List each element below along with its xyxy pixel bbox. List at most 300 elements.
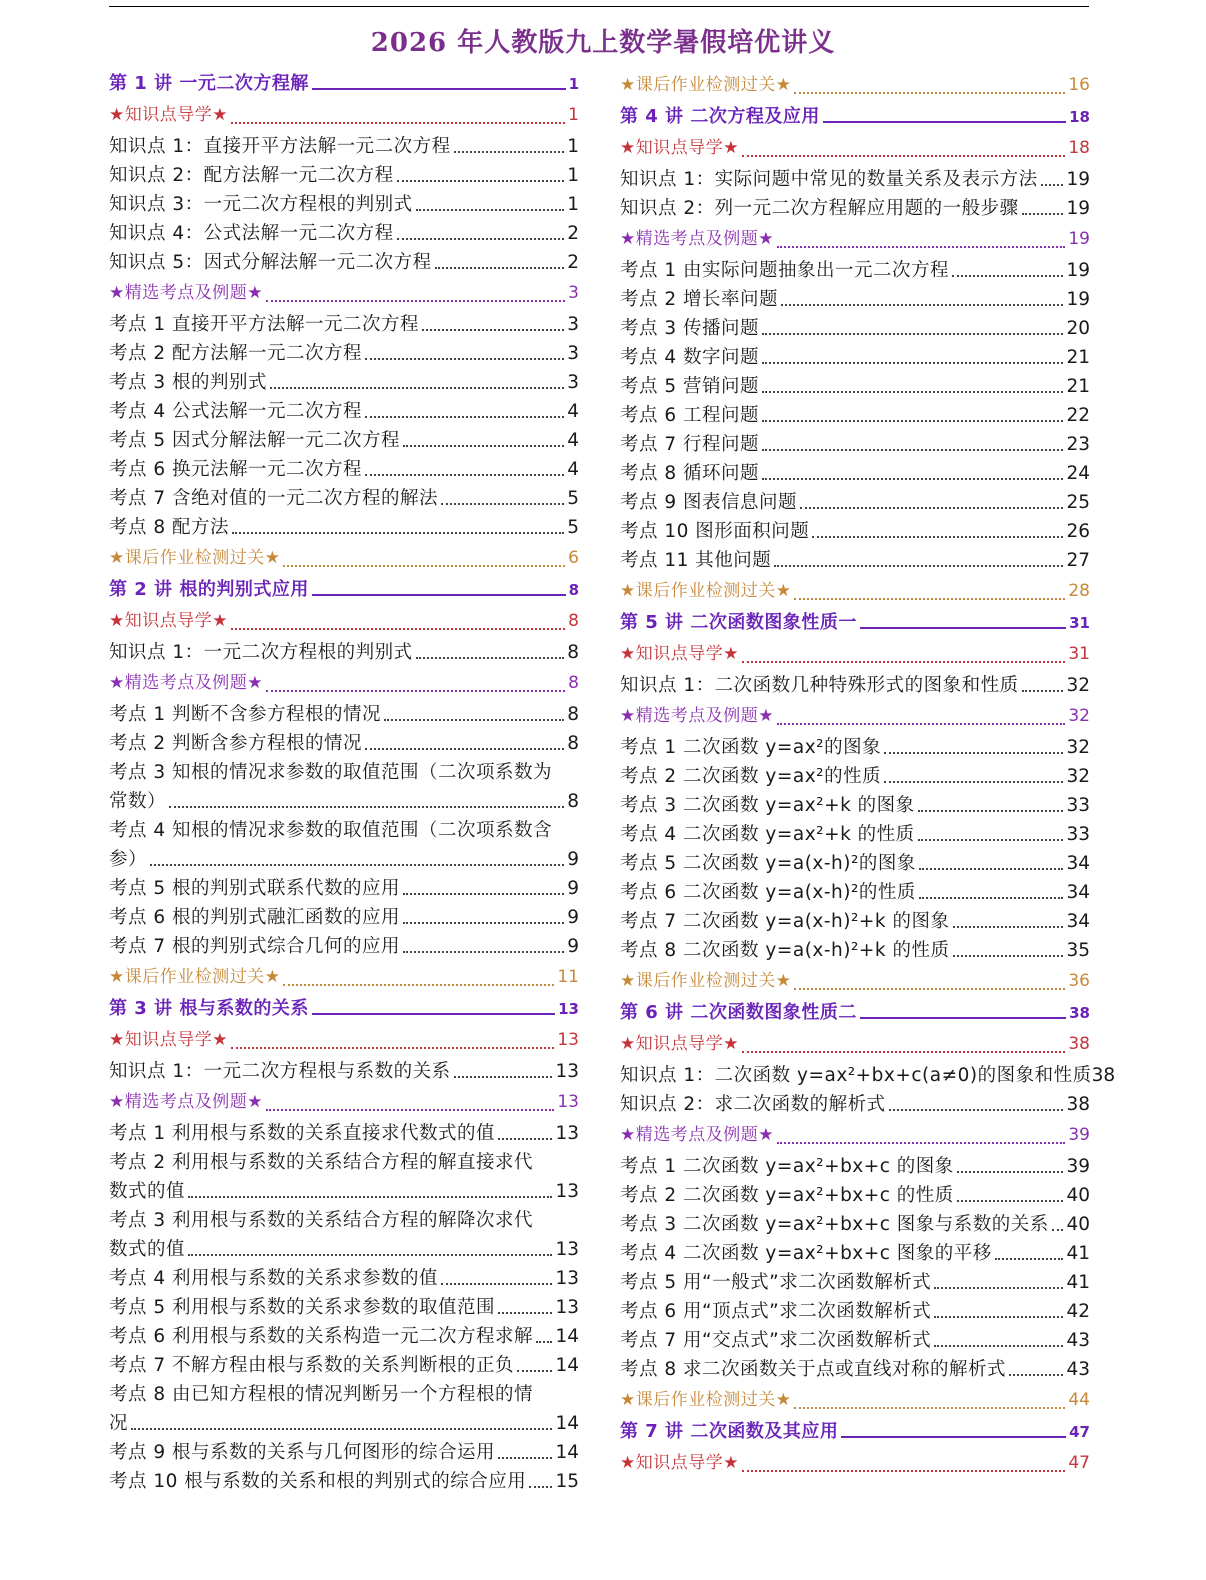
toc-leader-dots bbox=[397, 238, 565, 240]
document-title: 2026 年人教版九上数学暑假培优讲义 bbox=[370, 28, 836, 58]
toc-leader-dots bbox=[1022, 690, 1064, 692]
toc-leader-dots bbox=[995, 1258, 1064, 1260]
toc-entry[interactable] bbox=[109, 932, 579, 961]
toc-leader-dots bbox=[1022, 213, 1064, 215]
toc-entry-label: 数式的值 bbox=[109, 1239, 186, 1260]
toc-entry[interactable] bbox=[620, 878, 1090, 907]
toc-page-number: 20 bbox=[1066, 318, 1090, 339]
toc-leader-dots bbox=[1041, 184, 1064, 186]
toc-leader-dots bbox=[266, 690, 565, 692]
toc-entry[interactable] bbox=[620, 936, 1090, 965]
toc-entry-label: 知识点 2：列一元二次方程解应用题的一般步骤 bbox=[620, 198, 1019, 219]
toc-section-homework[interactable] bbox=[620, 69, 1090, 102]
toc-page-number: 8 bbox=[567, 642, 579, 663]
toc-entry-label: 考点 8 二次函数 y=a(x-h)²+k 的性质 bbox=[620, 940, 950, 961]
toc-entry[interactable] bbox=[109, 1409, 579, 1438]
toc-entry[interactable] bbox=[109, 903, 579, 932]
toc-section-homework[interactable] bbox=[620, 965, 1090, 998]
toc-entry[interactable] bbox=[109, 1119, 579, 1148]
toc-leader-dots bbox=[953, 926, 1064, 928]
toc-entry[interactable] bbox=[109, 787, 579, 816]
toc-leader-dots bbox=[841, 1436, 1066, 1438]
toc-entry[interactable] bbox=[620, 1152, 1090, 1181]
toc-leader-dots bbox=[781, 304, 1063, 306]
toc-entry-label: 考点 4 数字问题 bbox=[620, 347, 760, 368]
toc-entry-label: 考点 6 换元法解一元二次方程 bbox=[109, 459, 363, 480]
toc-page-number: 1 bbox=[568, 105, 579, 125]
toc-section-knowledge[interactable] bbox=[620, 1028, 1090, 1061]
toc-entry[interactable] bbox=[109, 1467, 579, 1496]
toc-page-number: 19 bbox=[1066, 260, 1090, 281]
toc-entry-label: 考点 9 图表信息问题 bbox=[620, 492, 798, 513]
toc-entry-label: 考点 1 利用根与系数的关系直接求代数式的值 bbox=[109, 1123, 496, 1144]
toc-entry[interactable] bbox=[109, 484, 579, 513]
toc-entry[interactable] bbox=[620, 517, 1090, 546]
toc-page-number: 44 bbox=[1068, 1390, 1090, 1410]
toc-entry-label: 第 2 讲 根的判别式应用 bbox=[109, 579, 309, 600]
toc-entry[interactable] bbox=[620, 430, 1090, 459]
toc-page-number: 38 bbox=[1068, 1034, 1090, 1054]
toc-page-number: 21 bbox=[1066, 376, 1090, 397]
toc-entry[interactable] bbox=[109, 1264, 579, 1293]
toc-entry[interactable] bbox=[620, 256, 1090, 285]
toc-entry[interactable] bbox=[109, 310, 579, 339]
toc-leader-dots bbox=[934, 1345, 1063, 1347]
toc-entry[interactable] bbox=[620, 1061, 1116, 1090]
toc-leader-dots bbox=[762, 391, 1063, 393]
toc-page-number: 47 bbox=[1069, 1423, 1090, 1441]
toc-entry-label: 考点 4 利用根与系数的关系求参数的值 bbox=[109, 1268, 439, 1289]
toc-leader-dots bbox=[860, 1017, 1066, 1019]
toc-page-number: 8 bbox=[568, 611, 579, 631]
toc-entry[interactable] bbox=[620, 401, 1090, 430]
toc-entry-label: 考点 2 增长率问题 bbox=[620, 289, 779, 310]
toc-section-examples[interactable] bbox=[620, 1119, 1090, 1152]
toc-leader-dots bbox=[454, 1076, 553, 1078]
toc-page-number: 40 bbox=[1066, 1214, 1090, 1235]
toc-entry-label: 知识点 1：直接开平方法解一元二次方程 bbox=[109, 136, 451, 157]
toc-page-number: 27 bbox=[1066, 550, 1090, 571]
toc-leader-dots bbox=[812, 536, 1063, 538]
toc-entry[interactable] bbox=[109, 1438, 579, 1467]
toc-entry-label: 考点 6 根的判别式融汇函数的应用 bbox=[109, 907, 401, 928]
toc-page-number: 25 bbox=[1066, 492, 1090, 513]
toc-section-homework[interactable] bbox=[620, 575, 1090, 608]
toc-entry-label: 考点 4 知根的情况求参数的取值范围（二次项系数含 bbox=[109, 820, 553, 841]
toc-entry-label: ★精选考点及例题★ bbox=[620, 229, 774, 249]
toc-entry[interactable] bbox=[109, 248, 579, 277]
toc-page-number: 13 bbox=[557, 1030, 579, 1050]
toc-entry-label: 第 6 讲 二次函数图象性质二 bbox=[620, 1002, 857, 1023]
toc-entry-label: 考点 2 二次函数 y=ax²的性质 bbox=[620, 766, 882, 787]
toc-entry-label: 考点 4 二次函数 y=ax²+k 的性质 bbox=[620, 824, 915, 845]
toc-entry[interactable] bbox=[620, 1239, 1090, 1268]
toc-section-knowledge[interactable] bbox=[620, 132, 1090, 165]
toc-page-number: 43 bbox=[1066, 1359, 1090, 1380]
toc-page-number: 14 bbox=[555, 1355, 579, 1376]
toc-leader-dots bbox=[884, 752, 1063, 754]
toc-leader-dots bbox=[454, 151, 565, 153]
toc-entry-label: 考点 6 利用根与系数的关系构造一元二次方程求解 bbox=[109, 1326, 534, 1347]
toc-leader-dots bbox=[529, 1486, 552, 1488]
toc-entry-label: 考点 2 利用根与系数的关系结合方程的解直接求代 bbox=[109, 1152, 534, 1173]
toc-leader-dots bbox=[416, 657, 565, 659]
toc-leader-dots bbox=[952, 275, 1063, 277]
toc-leader-dots bbox=[777, 723, 1065, 725]
toc-leader-dots bbox=[498, 1312, 552, 1314]
toc-entry-label: 考点 11 其他问题 bbox=[620, 550, 772, 571]
toc-entry-label: ★知识点导学★ bbox=[620, 644, 739, 664]
toc-leader-dots bbox=[536, 1341, 552, 1343]
toc-leader-dots bbox=[312, 88, 566, 90]
toc-page-number: 19 bbox=[1066, 198, 1090, 219]
toc-page-number: 4 bbox=[567, 430, 579, 451]
toc-section-homework[interactable] bbox=[109, 961, 579, 994]
toc-leader-dots bbox=[957, 1200, 1064, 1202]
toc-leader-dots bbox=[957, 1171, 1064, 1173]
toc-leader-dots bbox=[918, 810, 1064, 812]
toc-entry-label: 考点 5 用“一般式”求二次函数解析式 bbox=[620, 1272, 932, 1293]
toc-entry[interactable] bbox=[109, 845, 579, 874]
toc-page-number: 38 bbox=[1091, 1065, 1116, 1086]
toc-page-number: 8 bbox=[568, 673, 579, 693]
toc-entry[interactable] bbox=[620, 1090, 1090, 1119]
toc-page-number: 13 bbox=[555, 1181, 579, 1202]
toc-leader-dots bbox=[231, 122, 565, 124]
toc-leader-dots bbox=[794, 92, 1065, 94]
toc-leader-dots bbox=[742, 1051, 1065, 1053]
toc-leader-dots bbox=[794, 598, 1065, 600]
toc-entry[interactable] bbox=[109, 1293, 579, 1322]
toc-page-number: 1 bbox=[567, 165, 579, 186]
toc-page-number: 8 bbox=[567, 733, 579, 754]
toc-leader-dots bbox=[794, 988, 1065, 990]
toc-entry[interactable] bbox=[109, 1351, 579, 1380]
toc-entry-label: 考点 2 二次函数 y=ax²+bx+c 的性质 bbox=[620, 1185, 954, 1206]
toc-entry-label: 考点 4 公式法解一元二次方程 bbox=[109, 401, 363, 422]
toc-entry-label: ★课后作业检测过关★ bbox=[109, 548, 281, 568]
toc-entry-label: 考点 7 根的判别式综合几何的应用 bbox=[109, 936, 401, 957]
toc-entry-line[interactable] bbox=[109, 1380, 579, 1409]
toc-leader-dots bbox=[231, 1047, 554, 1049]
toc-entry-label: 第 7 讲 二次函数及其应用 bbox=[620, 1421, 839, 1442]
toc-entry-label: 考点 7 行程问题 bbox=[620, 434, 760, 455]
toc-leader-dots bbox=[403, 922, 564, 924]
toc-entry[interactable] bbox=[109, 190, 579, 219]
toc-entry[interactable] bbox=[620, 1268, 1090, 1297]
toc-page-number: 9 bbox=[567, 907, 579, 928]
toc-page-number: 8 bbox=[567, 791, 579, 812]
toc-entry-label: 考点 5 因式分解法解一元二次方程 bbox=[109, 430, 401, 451]
toc-page-number: 38 bbox=[1066, 1094, 1090, 1115]
toc-page-number: 13 bbox=[555, 1239, 579, 1260]
toc-entry[interactable] bbox=[109, 397, 579, 426]
toc-entry-label: 考点 8 循环问题 bbox=[620, 463, 760, 484]
toc-entry-label: 考点 3 根的判别式 bbox=[109, 372, 268, 393]
toc-entry-label: ★精选考点及例题★ bbox=[109, 1092, 263, 1112]
toc-entry[interactable] bbox=[109, 161, 579, 190]
toc-entry-line[interactable] bbox=[109, 816, 579, 845]
toc-entry[interactable] bbox=[620, 1326, 1090, 1355]
toc-entry-label: 第 1 讲 一元二次方程解 bbox=[109, 73, 309, 94]
toc-page-number: 23 bbox=[1066, 434, 1090, 455]
toc-page-number: 21 bbox=[1066, 347, 1090, 368]
toc-leader-dots bbox=[777, 246, 1065, 248]
toc-page-number: 9 bbox=[567, 936, 579, 957]
toc-entry-label: 考点 2 配方法解一元二次方程 bbox=[109, 343, 363, 364]
toc-entry-label: 考点 5 二次函数 y=a(x-h)²的图象 bbox=[620, 853, 916, 874]
toc-entry-label: 考点 10 图形面积问题 bbox=[620, 521, 810, 542]
toc-entry-label: 考点 6 二次函数 y=a(x-h)²的性质 bbox=[620, 882, 916, 903]
toc-entry-label: 数式的值 bbox=[109, 1181, 186, 1202]
toc-leader-dots bbox=[884, 781, 1063, 783]
toc-leader-dots bbox=[365, 474, 564, 476]
toc-entry[interactable] bbox=[109, 339, 579, 368]
toc-lecture-heading[interactable] bbox=[620, 102, 1090, 132]
toc-section-homework[interactable] bbox=[620, 1384, 1090, 1417]
toc-leader-dots bbox=[1052, 1229, 1064, 1231]
toc-entry[interactable] bbox=[620, 194, 1090, 223]
toc-page-number: 8 bbox=[568, 581, 579, 599]
toc-page-number: 18 bbox=[1069, 108, 1090, 126]
toc-section-examples[interactable] bbox=[109, 277, 579, 310]
toc-page-number: 42 bbox=[1066, 1301, 1090, 1322]
toc-leader-dots bbox=[422, 329, 564, 331]
toc-lecture-heading[interactable] bbox=[109, 994, 579, 1024]
toc-entry-label: ★课后作业检测过关★ bbox=[109, 967, 281, 987]
toc-page-number: 24 bbox=[1066, 463, 1090, 484]
toc-page-number: 4 bbox=[567, 401, 579, 422]
toc-entry-label: 知识点 5：因式分解法解一元二次方程 bbox=[109, 252, 432, 273]
toc-entry-label: 考点 6 用“顶点式”求二次函数解析式 bbox=[620, 1301, 932, 1322]
toc-leader-dots bbox=[742, 155, 1065, 157]
toc-page-number: 13 bbox=[555, 1297, 579, 1318]
toc-page-number: 43 bbox=[1066, 1330, 1090, 1351]
toc-entry[interactable] bbox=[620, 372, 1090, 401]
toc-page-number: 5 bbox=[567, 488, 579, 509]
toc-leader-dots bbox=[270, 387, 564, 389]
toc-entry[interactable] bbox=[109, 874, 579, 903]
toc-entry-label: 考点 3 二次函数 y=ax²+bx+c 图象与系数的关系 bbox=[620, 1214, 1049, 1235]
toc-entry[interactable] bbox=[109, 1057, 579, 1086]
toc-page-number: 19 bbox=[1066, 289, 1090, 310]
toc-entry-label: 考点 2 判断含参方程根的情况 bbox=[109, 733, 363, 754]
toc-page-number: 18 bbox=[1068, 138, 1090, 158]
toc-page-number: 36 bbox=[1068, 971, 1090, 991]
toc-entry-line[interactable] bbox=[109, 758, 579, 787]
toc-leader-dots bbox=[823, 121, 1066, 123]
toc-page-number: 3 bbox=[567, 343, 579, 364]
toc-page-number: 9 bbox=[567, 849, 579, 870]
toc-leader-dots bbox=[1009, 1374, 1063, 1376]
toc-entry[interactable] bbox=[620, 459, 1090, 488]
toc-left-column bbox=[109, 69, 579, 1496]
toc-entry[interactable] bbox=[620, 314, 1090, 343]
toc-leader-dots bbox=[384, 719, 564, 721]
toc-leader-dots bbox=[919, 897, 1064, 899]
toc-section-knowledge[interactable] bbox=[109, 1024, 579, 1057]
toc-leader-dots bbox=[918, 839, 1064, 841]
toc-page-number: 32 bbox=[1068, 706, 1090, 726]
toc-leader-dots bbox=[188, 1196, 552, 1198]
toc-page-number: 33 bbox=[1066, 795, 1090, 816]
toc-entry[interactable] bbox=[109, 1235, 579, 1264]
toc-page-number: 47 bbox=[1068, 1453, 1090, 1473]
toc-leader-dots bbox=[762, 449, 1063, 451]
toc-entry[interactable] bbox=[109, 132, 579, 161]
toc-leader-dots bbox=[266, 300, 565, 302]
toc-right-column bbox=[620, 69, 1116, 1480]
toc-section-knowledge[interactable] bbox=[620, 1447, 1090, 1480]
toc-entry[interactable] bbox=[620, 1210, 1090, 1239]
toc-entry-label: 知识点 1：实际问题中常见的数量关系及表示方法 bbox=[620, 169, 1038, 190]
toc-entry-label: 考点 5 利用根与系数的关系求参数的取值范围 bbox=[109, 1297, 496, 1318]
toc-leader-dots bbox=[742, 661, 1065, 663]
toc-lecture-heading[interactable] bbox=[620, 608, 1090, 638]
toc-page-number: 2 bbox=[567, 223, 579, 244]
toc-entry-label: ★知识点导学★ bbox=[109, 1030, 228, 1050]
toc-leader-dots bbox=[403, 893, 564, 895]
toc-page-number: 39 bbox=[1066, 1156, 1090, 1177]
toc-page-number: 35 bbox=[1066, 940, 1090, 961]
toc-section-knowledge[interactable] bbox=[620, 638, 1090, 671]
toc-entry[interactable] bbox=[620, 791, 1090, 820]
toc-page-number: 28 bbox=[1068, 581, 1090, 601]
toc-page-number: 9 bbox=[567, 878, 579, 899]
toc-page-number: 4 bbox=[567, 459, 579, 480]
toc-entry[interactable] bbox=[620, 733, 1090, 762]
toc-entry[interactable] bbox=[620, 671, 1090, 700]
toc-leader-dots bbox=[774, 565, 1063, 567]
toc-entry-label: 况 bbox=[109, 1413, 129, 1434]
toc-entry[interactable] bbox=[109, 1177, 579, 1206]
toc-entry-label: 考点 1 由实际问题抽象出一元二次方程 bbox=[620, 260, 950, 281]
toc-page-number: 34 bbox=[1066, 911, 1090, 932]
toc-lecture-heading[interactable] bbox=[620, 998, 1090, 1028]
toc-leader-dots bbox=[283, 984, 554, 986]
toc-section-examples[interactable] bbox=[109, 1086, 579, 1119]
toc-leader-dots bbox=[131, 1428, 552, 1430]
toc-page-number: 13 bbox=[555, 1061, 579, 1082]
toc-section-knowledge[interactable] bbox=[109, 99, 579, 132]
toc-entry-label: 考点 6 工程问题 bbox=[620, 405, 760, 426]
toc-entry-label: 第 4 讲 二次方程及应用 bbox=[620, 106, 820, 127]
toc-lecture-heading[interactable] bbox=[109, 69, 579, 99]
toc-page-number: 1 bbox=[568, 75, 579, 93]
toc-leader-dots bbox=[441, 503, 564, 505]
toc-entry-label: ★精选考点及例题★ bbox=[109, 673, 263, 693]
toc-entry-label: 考点 3 传播问题 bbox=[620, 318, 760, 339]
toc-page-number: 34 bbox=[1066, 853, 1090, 874]
toc-section-knowledge[interactable] bbox=[109, 605, 579, 638]
toc-page-number: 41 bbox=[1066, 1272, 1090, 1293]
toc-leader-dots bbox=[416, 209, 565, 211]
toc-entry-label: ★课后作业检测过关★ bbox=[620, 75, 792, 95]
toc-page-number: 1 bbox=[567, 194, 579, 215]
toc-entry[interactable] bbox=[620, 165, 1090, 194]
toc-entry[interactable] bbox=[620, 343, 1090, 372]
toc-lecture-heading[interactable] bbox=[109, 575, 579, 605]
toc-leader-dots bbox=[365, 416, 564, 418]
toc-entry[interactable] bbox=[620, 285, 1090, 314]
toc-section-examples[interactable] bbox=[620, 700, 1090, 733]
toc-page-number: 32 bbox=[1066, 675, 1090, 696]
toc-entry[interactable] bbox=[109, 455, 579, 484]
toc-page-number: 11 bbox=[557, 967, 579, 987]
toc-leader-dots bbox=[762, 420, 1063, 422]
toc-section-examples[interactable] bbox=[109, 667, 579, 700]
toc-entry-label: 参） bbox=[109, 849, 148, 870]
toc-entry[interactable] bbox=[620, 488, 1090, 517]
toc-entry-label: ★精选考点及例题★ bbox=[109, 283, 263, 303]
toc-page-number: 3 bbox=[567, 314, 579, 335]
toc-entry[interactable] bbox=[620, 1181, 1090, 1210]
toc-entry-label: ★课后作业检测过关★ bbox=[620, 1390, 792, 1410]
toc-page-number: 13 bbox=[557, 1092, 579, 1112]
toc-entry-line[interactable] bbox=[109, 1206, 579, 1235]
toc-entry-label: 考点 3 二次函数 y=ax²+k 的图象 bbox=[620, 795, 915, 816]
toc-leader-dots bbox=[169, 806, 564, 808]
toc-entry-label: 知识点 3：一元二次方程根的判别式 bbox=[109, 194, 413, 215]
toc-entry-label: 考点 7 二次函数 y=a(x-h)²+k 的图象 bbox=[620, 911, 950, 932]
toc-entry[interactable] bbox=[620, 546, 1090, 575]
toc-leader-dots bbox=[919, 868, 1064, 870]
toc-entry[interactable] bbox=[620, 762, 1090, 791]
toc-entry[interactable] bbox=[109, 729, 579, 758]
toc-page-number: 14 bbox=[555, 1442, 579, 1463]
toc-entry[interactable] bbox=[109, 513, 579, 542]
toc-entry-label: 考点 8 由已知方程根的情况判断另一个方程根的情 bbox=[109, 1384, 534, 1405]
toc-entry[interactable] bbox=[620, 849, 1090, 878]
toc-entry[interactable] bbox=[109, 368, 579, 397]
toc-entry[interactable] bbox=[109, 638, 579, 667]
toc-leader-dots bbox=[231, 628, 565, 630]
toc-section-homework[interactable] bbox=[109, 542, 579, 575]
toc-entry[interactable] bbox=[109, 700, 579, 729]
toc-page-number: 26 bbox=[1066, 521, 1090, 542]
toc-section-examples[interactable] bbox=[620, 223, 1090, 256]
toc-page-number: 19 bbox=[1068, 229, 1090, 249]
toc-entry[interactable] bbox=[620, 1355, 1090, 1384]
toc-entry[interactable] bbox=[109, 426, 579, 455]
toc-leader-dots bbox=[150, 864, 564, 866]
top-rule bbox=[109, 6, 1089, 7]
toc-leader-dots bbox=[889, 1109, 1064, 1111]
toc-entry[interactable] bbox=[620, 907, 1090, 936]
toc-leader-dots bbox=[742, 1470, 1065, 1472]
toc-page-number: 8 bbox=[567, 704, 579, 725]
toc-entry-label: 常数） bbox=[109, 791, 167, 812]
toc-lecture-heading[interactable] bbox=[620, 1417, 1090, 1447]
toc-leader-dots bbox=[441, 1283, 552, 1285]
toc-entry-label: 知识点 2：求二次函数的解析式 bbox=[620, 1094, 886, 1115]
toc-entry-line[interactable] bbox=[109, 1148, 579, 1177]
toc-leader-dots bbox=[188, 1254, 552, 1256]
toc-entry[interactable] bbox=[620, 1297, 1090, 1326]
toc-leader-dots bbox=[953, 955, 1064, 957]
toc-entry[interactable] bbox=[109, 219, 579, 248]
toc-entry-label: 知识点 1：二次函数几种特殊形式的图象和性质 bbox=[620, 675, 1019, 696]
toc-entry-label: ★知识点导学★ bbox=[620, 1453, 739, 1473]
toc-page-number: 3 bbox=[567, 372, 579, 393]
toc-entry-label: 考点 7 不解方程由根与系数的关系判断根的正负 bbox=[109, 1355, 515, 1376]
toc-leader-dots bbox=[794, 1407, 1065, 1409]
toc-leader-dots bbox=[934, 1287, 1063, 1289]
toc-entry[interactable] bbox=[620, 820, 1090, 849]
toc-page-number: 38 bbox=[1069, 1004, 1090, 1022]
toc-entry[interactable] bbox=[109, 1322, 579, 1351]
toc-leader-dots bbox=[762, 333, 1063, 335]
